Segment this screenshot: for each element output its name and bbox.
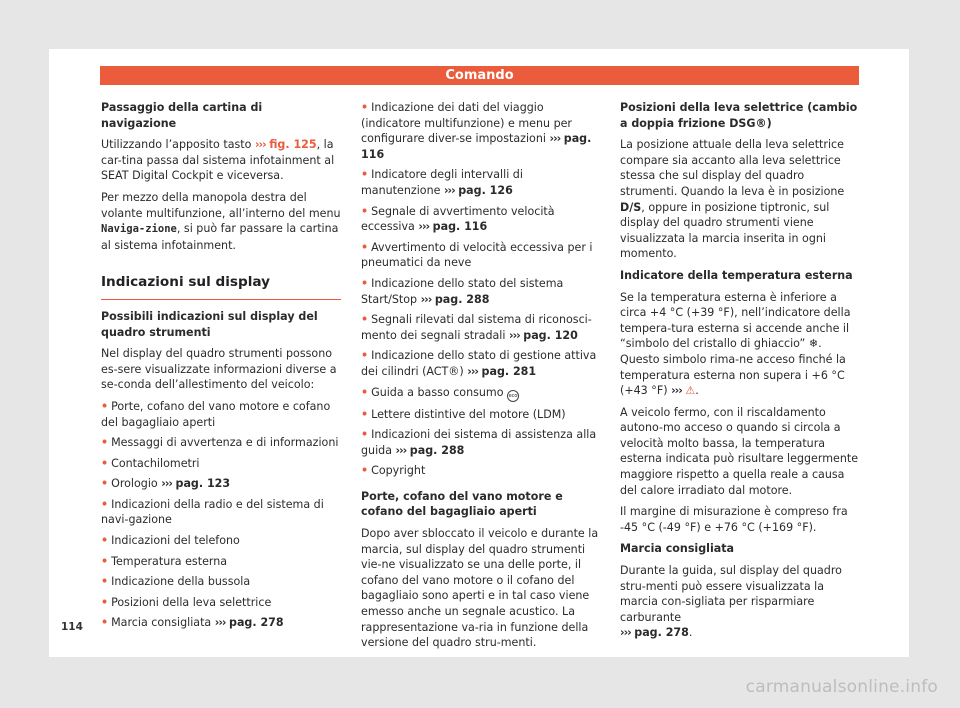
watermark: carmanualsonline.info xyxy=(745,677,938,697)
link-page-278[interactable]: pag. 278 xyxy=(634,626,689,640)
list-item: • Temperatura esterna xyxy=(101,554,228,568)
eco-icon: eco xyxy=(507,390,519,402)
section-header: Comando xyxy=(100,66,859,85)
paragraph-multifunction-wheel: Per mezzo della manopola destra del volante multifunzione, all’interno del menu Naviga-zione, si può far passare la cartina al sistema infotainment. xyxy=(101,190,341,252)
link-page-288[interactable]: pag. 288 xyxy=(434,292,490,306)
list-item: • Avvertimento di velocità eccessiva per i pneumatici da neve xyxy=(361,240,593,270)
link-page-281[interactable]: pag. 281 xyxy=(481,364,537,378)
list-item: • Messaggi di avvertenza e di informazioni xyxy=(101,436,339,450)
section-divider xyxy=(101,299,341,300)
list-item: • Indicatore degli intervalli di manutenzione ››› pag. 126 xyxy=(361,168,523,197)
arrow-icon: ››› xyxy=(254,138,266,152)
column-3 xyxy=(620,100,860,647)
link-fig-125[interactable]: fig. 125 xyxy=(269,138,317,152)
list-item: • Indicazione dello stato del sistema Start/Stop ››› pag. 288 xyxy=(361,276,564,306)
menu-name: Naviga-zione xyxy=(101,223,177,236)
list-item: • Guida a basso consumo eco xyxy=(361,385,601,402)
warning-icon[interactable]: ⚠ xyxy=(685,384,696,398)
heading-recommended-gear: Marcia consigliata xyxy=(620,542,735,556)
gear-position: D/S xyxy=(620,200,642,214)
heading-possible-indications: Possibili indicazioni sul display del quadro strumenti xyxy=(101,309,318,339)
heading-doors-open: Porte, cofano del vano motore e cofano del bagagliaio aperti xyxy=(361,489,563,519)
page-number: 114 xyxy=(61,621,83,633)
link-page-116[interactable]: pag. 116 xyxy=(361,132,592,161)
paragraph-display-info: Nel display del quadro strumenti possono es-sere visualizzate informazioni diverse a se-conda dell’allestimento del veicolo: xyxy=(101,347,337,392)
link-page-123[interactable]: pag. 123 xyxy=(175,477,231,491)
link-page-116[interactable]: pag. 116 xyxy=(432,220,488,234)
paragraph-ice-warning: Se la temperatura esterna è inferiore a circa +4 °C (+39 °F), nell’indicatore della tempera-tura esterna si accende anche il “simbolo del cristallo di ghiaccio” ❄. Questo simbolo rima-ne acceso finché la temperatura esterna non supera i +6 °C (+43 °F) ››› ⚠. xyxy=(620,290,851,398)
link-page-120[interactable]: pag. 120 xyxy=(523,328,578,342)
list-item: • Marcia consigliata ››› pag. 278 xyxy=(101,616,284,630)
link-page-288[interactable]: pag. 288 xyxy=(409,443,465,457)
heading-selector-lever: Posizioni della leva selettrice (cambio a doppia frizione DSG®) xyxy=(620,101,858,130)
list-item: • Segnale di avvertimento velocità eccessiva ››› pag. 116 xyxy=(361,204,555,234)
column-2 xyxy=(361,100,601,657)
list-item: • Indicazioni dei sistema di assistenza alla guida ››› pag. 288 xyxy=(361,428,597,457)
list-item: • Porte, cofano del vano motore e cofano del bagagliaio aperti xyxy=(101,399,331,429)
link-page-126[interactable]: pag. 126 xyxy=(458,183,513,197)
list-item: • Indicazione dei dati del viaggio (indicatore multifunzione) e menu per configurare diver-se impostazioni ››› pag. 116 xyxy=(361,101,592,161)
list-item: • Lettere distintive del motore (LDM) xyxy=(361,407,566,421)
paragraph-measurement-range: Il margine di misurazione è compreso fra -45 °C (-49 °F) e +76 °C (+169 °F). xyxy=(620,505,848,534)
list-item: • Indicazioni del telefono xyxy=(101,534,240,548)
list-item: • Posizioni della leva selettrice xyxy=(101,595,272,609)
list-item: • Indicazione dello stato di gestione attiva dei cilindri (ACT®) ››› pag. 281 xyxy=(361,349,597,378)
link-page-278[interactable]: pag. 278 xyxy=(229,616,284,630)
list-item: • Contachilometri xyxy=(101,456,200,470)
snowflake-icon: ❄ xyxy=(808,337,819,351)
list-item: • Segnali rilevati dal sistema di riconosci-mento dei segnali stradali ››› pag. 120 xyxy=(361,313,592,342)
paragraph-doors-open: Dopo aver sbloccato il veicolo e durante la marcia, sul display del quadro strumenti vie-ne visualizzato se una delle porte, il cofano del vano motore o il cofano del bagagliaio sono aperti e in tal caso viene emesso anche un segnale acustico. La rappresentazione va-ria in funzione della versione del quadro stru-menti. xyxy=(361,527,599,650)
column-1 xyxy=(101,100,341,636)
section-title-display: Indicazioni sul display xyxy=(101,274,270,291)
paragraph-map-toggle: Utilizzando l’apposito tasto ››› fig. 125, la car-tina passa dal sistema infotainment al SEAT Digital Cockpit e viceversa. xyxy=(101,138,335,183)
paragraph-recommended-gear: Durante la guida, sul display del quadro stru-menti può essere visualizzata la marcia con-sigliata per risparmiare carburante ››› pag. 278. xyxy=(620,564,842,640)
heading-navigation-map: Passaggio della cartina di navigazione xyxy=(101,101,263,130)
list-item: • Indicazione della bussola xyxy=(101,575,251,589)
list-item: • Indicazioni della radio e del sistema di navi-gazione xyxy=(101,497,324,527)
list-item: • Orologio ››› pag. 123 xyxy=(101,477,231,491)
list-item: • Copyright xyxy=(361,464,426,478)
paragraph-selector-lever: La posizione attuale della leva selettrice compare sia accanto alla leva selettrice stessa che sul display del quadro strumenti. Quando la leva è in posizione D/S, oppure in posizione tiptronic, sul display del quadro strumenti viene visualizzata la marcia inserita in ogni momento. xyxy=(620,138,845,261)
heading-outside-temperature: Indicatore della temperatura esterna xyxy=(620,268,853,282)
paragraph-parked-heating: A veicolo fermo, con il riscaldamento autono-mo acceso o quando si circola a velocità molto bassa, la temperatura esterna indicata può risultare leggermente maggiore rispetto a quella reale a causa del calore irradiato dal motore. xyxy=(620,405,859,497)
